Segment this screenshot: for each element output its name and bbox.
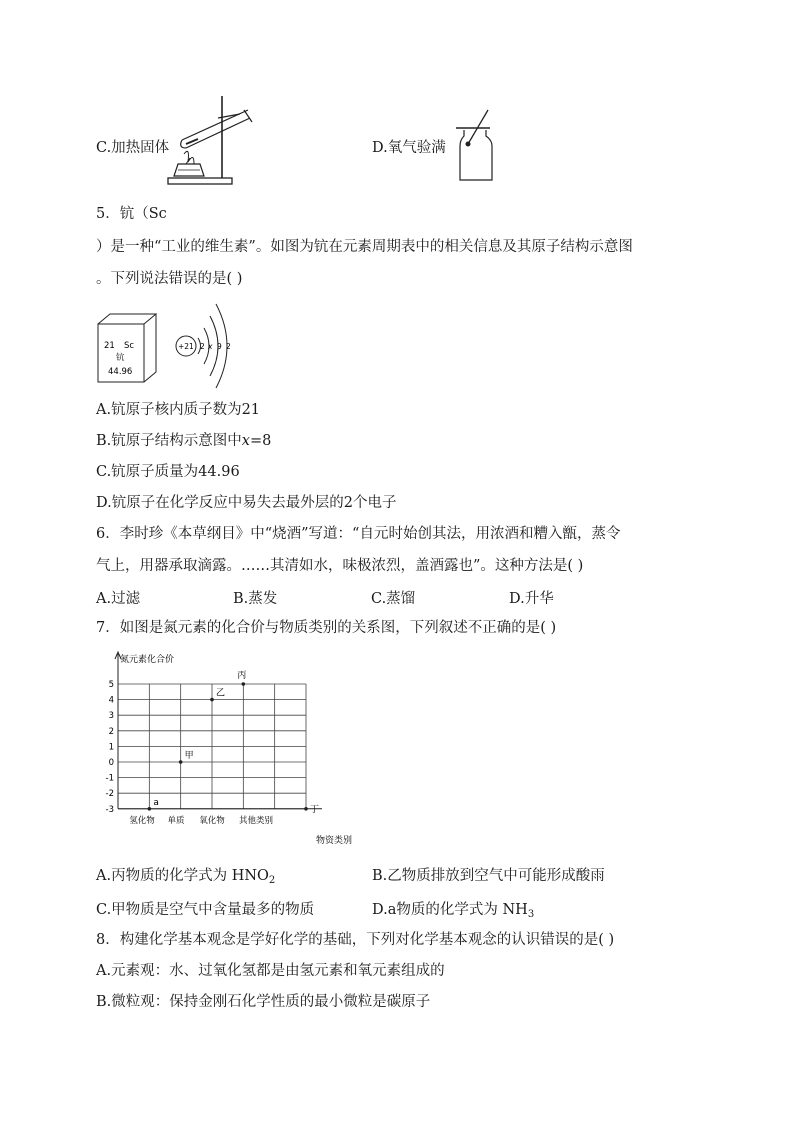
q7-stem: 7．如图是氮元素的化合价与物质类别的关系图，下列叙述不正确的是( ) bbox=[96, 620, 557, 636]
q6-option-b: B.蒸发 bbox=[233, 591, 278, 607]
data-label-丁: 丁 bbox=[310, 804, 320, 815]
q8-stem: 8．构建化学基本观念是学好化学的基础，下列对化学基本观念的认识错误的是( ) bbox=[96, 932, 615, 948]
x-axis-label: 物资类别 bbox=[316, 836, 353, 846]
q5-option-a: A.钪原子核内质子数为21 bbox=[96, 402, 261, 418]
y-tick-label: -1 bbox=[105, 773, 114, 784]
q5-option-d: D.钪原子在化学反应中易失去最外层的2个电子 bbox=[96, 495, 397, 511]
element-number: 21 bbox=[104, 341, 115, 351]
heating-solid-apparatus-icon bbox=[160, 92, 260, 190]
atom-shell-1: 2 bbox=[200, 342, 205, 351]
y-tick-label: 5 bbox=[108, 680, 114, 690]
atom-shell-3: 9 bbox=[217, 342, 222, 351]
atom-structure-diagram bbox=[172, 300, 252, 392]
element-symbol: Sc bbox=[124, 341, 135, 351]
atom-shell-2: x bbox=[208, 342, 213, 351]
atom-shell-4: 2 bbox=[226, 342, 231, 351]
x-tick-label: 氢化物 bbox=[129, 815, 155, 826]
element-mass: 44.96 bbox=[108, 367, 133, 377]
y-tick-label: 2 bbox=[108, 726, 114, 737]
data-label-甲: 甲 bbox=[184, 751, 194, 761]
q7-option-a: A.丙物质的化学式为 $HNO_2$ bbox=[96, 868, 276, 886]
q5-stem-line2: ）是一种“工业的维生素”。如图为钪在元素周期表中的相关信息及其原子结构示意图 bbox=[96, 239, 633, 255]
q4-option-c: C.加热固体 bbox=[96, 140, 170, 156]
y-tick-label: 0 bbox=[108, 758, 114, 768]
element-card bbox=[96, 312, 158, 384]
data-label-a: a bbox=[153, 797, 159, 808]
x-tick-label: 氧化物 bbox=[199, 815, 225, 826]
q5-stem-line3: 。下列说法错误的是( ) bbox=[96, 271, 243, 287]
q7-option-b: B.乙物质排放到空气中可能形成酸雨 bbox=[372, 868, 605, 884]
data-point-丁 bbox=[304, 807, 308, 811]
q5-option-c: C.钪原子质量为44.96 bbox=[96, 464, 240, 480]
q6-option-d: D.升华 bbox=[509, 591, 554, 607]
data-point-甲 bbox=[179, 760, 183, 764]
data-label-乙: 乙 bbox=[216, 688, 226, 699]
q7-option-d: D.a物质的化学式为 $NH_3$ bbox=[372, 902, 535, 920]
y-tick-label: 4 bbox=[108, 695, 114, 706]
x-tick-label: 其他类别 bbox=[238, 815, 274, 826]
atom-nucleus: +21 bbox=[178, 342, 194, 351]
data-point-丙 bbox=[242, 682, 246, 686]
x-tick-label: 单质 bbox=[167, 815, 185, 826]
q8-option-b: B.微粒观：保持金刚石化学性质的最小微粒是碳原子 bbox=[96, 994, 431, 1010]
q8-option-a: A.元素观：水、过氧化氢都是由氢元素和氧元素组成的 bbox=[96, 963, 445, 979]
y-tick-label: 3 bbox=[108, 711, 114, 722]
gas-bottle-test-icon bbox=[454, 106, 496, 184]
nitrogen-valence-chart bbox=[96, 646, 368, 850]
q6-option-c: C.蒸馏 bbox=[371, 591, 416, 607]
q6-stem-line1: 6．李时珍《本草纲目》中“烧酒”写道：“自元时始创其法，用浓酒和糟入甑，蒸令 bbox=[96, 526, 621, 542]
q6-option-a: A.过滤 bbox=[96, 591, 141, 607]
y-tick-label: -3 bbox=[105, 804, 114, 815]
y-tick-label: -2 bbox=[105, 789, 114, 800]
element-name: 钪 bbox=[116, 353, 125, 363]
q5-stem-line1: 5．钪（Sc bbox=[96, 206, 167, 222]
q5-option-b: B.钪原子结构示意图中x=8 bbox=[96, 433, 272, 449]
y-tick-label: 1 bbox=[108, 742, 114, 753]
q6-stem-line2: 气上，用器承取滴露。……其清如水，味极浓烈，盖酒露也”。这种方法是( ) bbox=[96, 558, 584, 574]
q7-option-c: C.甲物质是空气中含量最多的物质 bbox=[96, 902, 315, 918]
q4-option-d: D.氧气验满 bbox=[372, 140, 446, 156]
data-label-丙: 丙 bbox=[237, 671, 247, 681]
y-axis-label: 氮元素化合价 bbox=[120, 655, 175, 665]
data-point-乙 bbox=[210, 698, 214, 702]
data-point-a bbox=[148, 807, 152, 811]
